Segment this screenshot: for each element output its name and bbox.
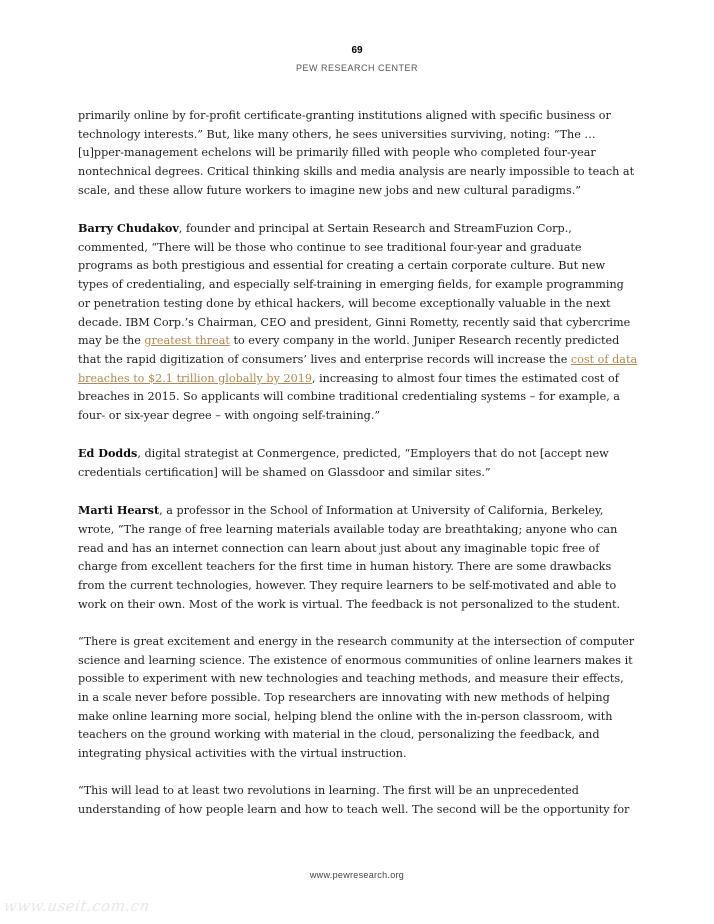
footer-url: www.pewresearch.org: [309, 870, 405, 880]
paragraph-text: , a professor in the School of Information at University of California, Berkeley, wrote, “The range of free learning materials available today are breathtaking; anyone who can read and has an internet connection can learn about just about any imaginable topic free of charge from excellent teachers for the first time in human history. There are some drawbacks from the current technologies, however. They require learners to be self-motivated and able to work on their own. Most of the work is virtual. The feedback is not personalized to the student.: [78, 504, 621, 611]
data-breaches-link[interactable]: cost of data breaches to $2.1 trillion globally by 2019: [78, 352, 638, 385]
paragraph-hearst: [78, 501, 638, 614]
watermark-logo: www.useit.com.cn: [2, 897, 152, 915]
paragraph-continuation: primarily online by for-profit certificate-granting institutions aligned with specific business or technology interests.” But, like many others, he sees universities surviving, noting: “The … [u]pper-management echelons will be primarily filled with people who completed four-year nontechnical degrees. Critical thinking skills and media analysis are nearly impossible to teach at scale, and these allow future workers to imagine new jobs and new cultural paradigms.”: [78, 109, 635, 197]
paragraph-text: , digital strategist at Conmergence, predicted, “Employers that do not [accept new credentials certification] will be shamed on Glassdoor and similar sites.”: [78, 447, 609, 479]
paragraph-text: to every company in the world. Juniper Research recently predicted that the rapid digitization of consumers’ lives and enterprise records will increase the: [78, 334, 620, 366]
greatest-threat-link[interactable]: greatest threat: [144, 334, 230, 348]
body-text: [78, 107, 638, 838]
paragraph-text: , founder and principal at Sertain Research and StreamFuzion Corp., commented, “There will be those who continue to see traditional four-year and graduate programs as both prestigious and essential for creating a certain corporate culture. But new types of credentialing, and especially self-training in emerging fields, for example programming or penetration testing done by ethical hackers, will become exceptionally valuable in the next decade. IBM Corp.’s Chairman, CEO and president, Ginni Rometty, recently said that cybercrime may be the: [78, 222, 631, 348]
speaker-name: Ed Dodds: [78, 446, 138, 461]
speaker-name: Marti Hearst: [78, 503, 160, 518]
paragraph-quote-research: “There is great excitement and energy in the research community at the intersection of computer science and learning science. The existence of enormous communities of online learners makes it possible to experiment with new technologies and teaching methods, and measure their effects, in a scale never before possible. Top researchers are innovating with new methods of helping make online learning more social, helping blend the online with the in-person classroom, with teachers on the ground working with material in the cloud, personalizing the feedback, and integrating physical activities with the virtual instruction.: [78, 634, 635, 761]
paragraph-dodds: [78, 444, 638, 482]
paragraph-quote-revolutions: “This will lead to at least two revolutions in learning. The first will be an unprecedented understanding of how people learn and how to teach well. The second will be the opportunity for: [78, 784, 630, 816]
header-org-name: PEW RESEARCH CENTER: [295, 63, 418, 73]
page-number: 69: [351, 45, 363, 56]
paragraph-text: , increasing to almost four times the estimated cost of breaches in 2015. So applicants will combine traditional credentialing systems – for example, a four- or six-year degree – with ongoing self-training.”: [78, 371, 620, 423]
paragraph-chudakov: [78, 219, 638, 426]
speaker-name: Barry Chudakov: [78, 221, 179, 236]
